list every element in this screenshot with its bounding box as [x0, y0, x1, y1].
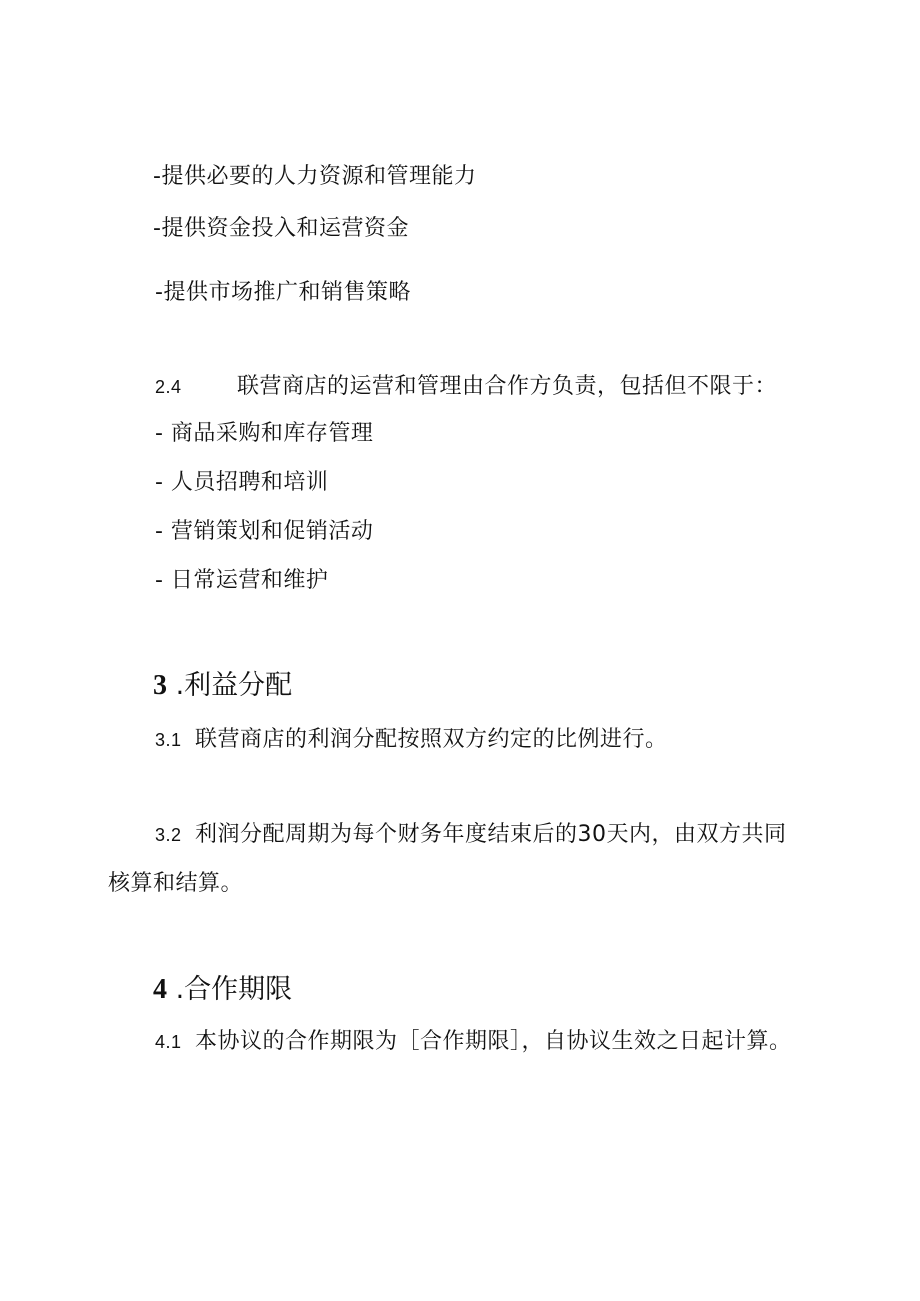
clause-text: 利润分配周期为每个财务年度结束后的30天内，由双方共同	[195, 822, 787, 847]
section-title: .合作期限	[175, 974, 293, 1005]
clause-text-continued: 核算和结算。	[108, 871, 244, 896]
clause-number: 4.1	[155, 1032, 182, 1052]
clause-2-4	[155, 372, 777, 402]
list-item: - 商品采购和库存管理	[155, 421, 374, 446]
section-heading-4	[153, 972, 292, 1008]
section-title: .利益分配	[175, 670, 293, 701]
list-item: -提供资金投入和运营资金	[153, 216, 409, 241]
section-heading-3	[153, 668, 292, 704]
list-item: - 日常运营和维护	[155, 568, 329, 593]
clause-number: 3.1	[155, 730, 182, 750]
list-item: -提供市场推广和销售策略	[155, 280, 411, 305]
list-item: - 营销策划和促销活动	[155, 519, 374, 544]
section-number: 4	[153, 974, 167, 1005]
clause-text: 本协议的合作期限为［合作期限］，自协议生效之日起计算。	[195, 1029, 792, 1054]
list-item: -提供必要的人力资源和管理能力	[153, 164, 477, 189]
list-item: - 人员招聘和培训	[155, 470, 329, 495]
clause-number: 2.4	[155, 377, 182, 397]
clause-text: 联营商店的运营和管理由合作方负责，包括但不限于：	[237, 374, 778, 399]
clause-number: 3.2	[155, 825, 182, 845]
clause-3-2	[155, 820, 787, 850]
clause-4-1	[155, 1027, 792, 1057]
section-number: 3	[153, 670, 167, 701]
clause-text: 联营商店的利润分配按照双方约定的比例进行。	[195, 727, 668, 752]
clause-3-1	[155, 725, 668, 755]
